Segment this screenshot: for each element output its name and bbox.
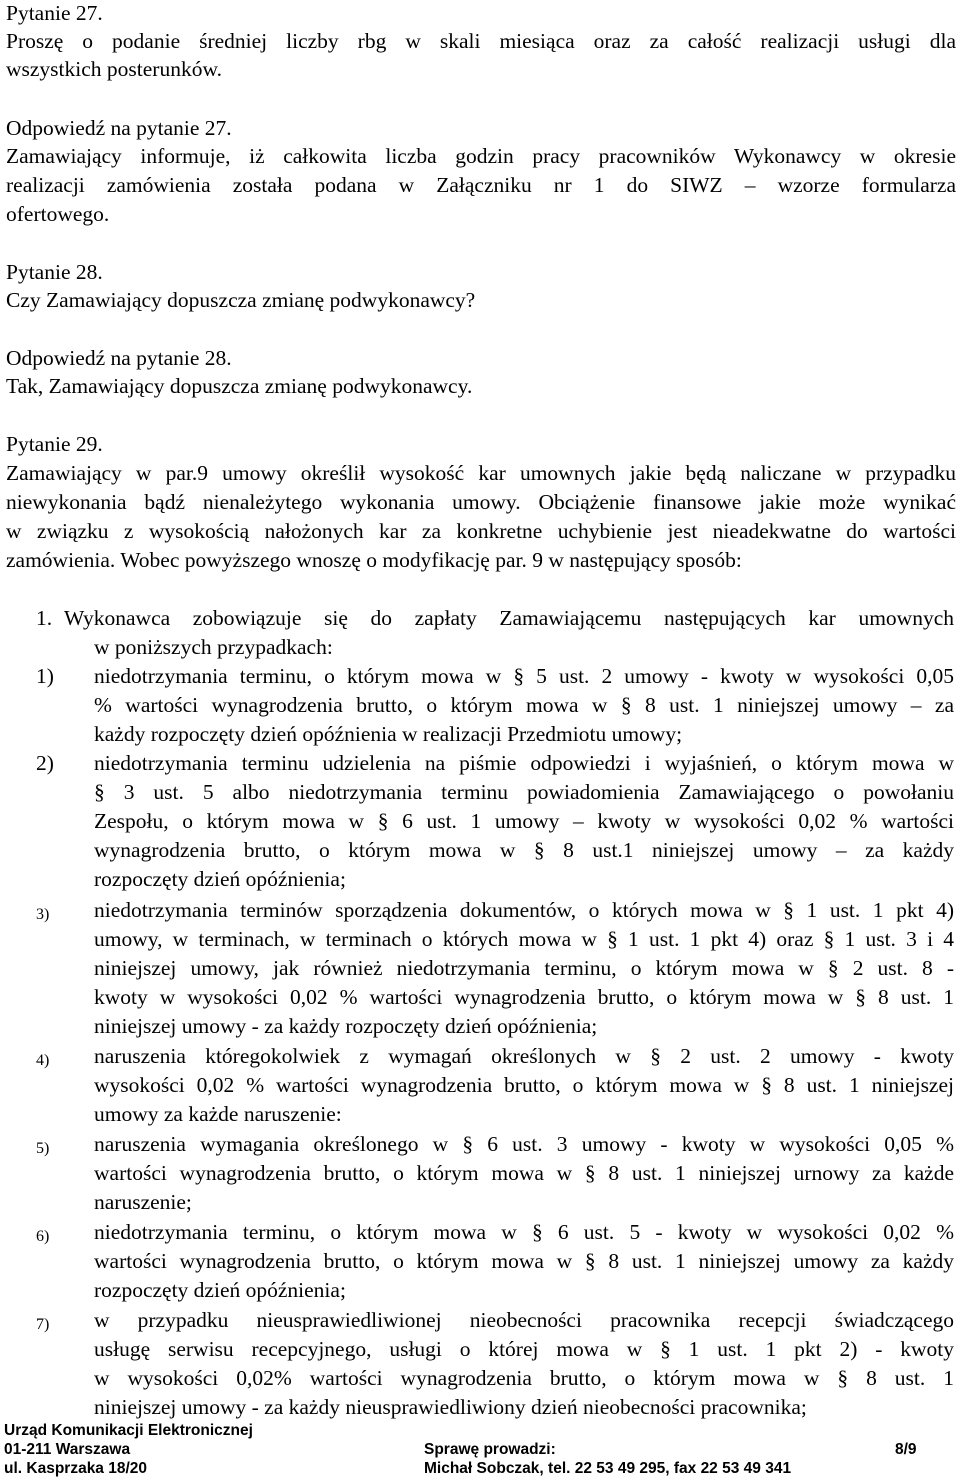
item-line: niniejszej umowy - za każdy nieusprawiedliwiony dzień nieobecności pracownika; [94, 1395, 807, 1419]
answer-27-title: Odpowiedź na pytanie 27. [6, 116, 232, 140]
item-line: Zespołu, o którym mowa w § 6 ust. 1 umowy – kwoty w wysokości 0,02 % wartości [94, 809, 954, 833]
footer-organization: Urząd Komunikacji Elektronicznej [4, 1422, 253, 1439]
item-line: naruszenia któregokolwiek z wymagań określonych w § 2 ust. 2 umowy - kwoty [94, 1044, 954, 1068]
item-line: niedotrzymania terminu udzielenia na piśmie odpowiedzi i wyjaśnień, o którym mowa w [94, 751, 954, 775]
item-line: niedotrzymania terminów sporządzenia dokumentów, o których mowa w § 1 ust. 1 pkt 4) [94, 898, 954, 922]
item-line: umowy, w terminach, w terminach o których mowa w § 1 ust. 1 pkt 4) oraz § 1 ust. 3 i 4 [94, 927, 954, 951]
answer-28-text: Tak, Zamawiający dopuszcza zmianę podwykonawcy. [6, 374, 473, 398]
question-29-text-line: w związku z wysokością nałożonych kar za konkretne uchybienie jest nieadekwatne do wartości [6, 519, 956, 543]
point-1-number: 1. [36, 606, 53, 630]
answer-28-title: Odpowiedź na pytanie 28. [6, 346, 232, 370]
item-line: naruszenia wymagania określonego w § 6 ust. 3 umowy - kwoty w wysokości 0,05 % [94, 1132, 954, 1156]
footer-handler: Michał Sobczak, tel. 22 53 49 295, fax 22 53 49 341 [424, 1460, 792, 1477]
answer-27-line: Zamawiający informuje, iż całkowita liczba godzin pracy pracowników Wykonawcy w okresie [6, 144, 956, 168]
answer-27-line: realizacji zamówienia została podana w Załączniku nr 1 do SIWZ – wzorze formularza [6, 173, 956, 197]
item-line: kwoty w wysokości 0,02 % wartości wynagrodzenia brutto, o którym mowa w § 8 ust. 1 [94, 985, 954, 1009]
footer-street: ul. Kasprzaka 18/20 [4, 1460, 148, 1477]
point-1-line: Wykonawca zobowiązuje się do zapłaty Zamawiającemu następujących kar umownych [64, 606, 954, 630]
item-number: 5) [36, 1140, 50, 1157]
item-line: w wysokości 0,02% wartości wynagrodzenia brutto, o którym mowa w § 8 ust. 1 [94, 1366, 954, 1390]
item-line: wartości wynagrodzenia brutto, o którym mowa w § 8 ust. 1 niniejszej urnowy za każde [94, 1161, 954, 1185]
footer-handler-label: Sprawę prowadzi: [424, 1441, 556, 1458]
item-line: wartości wynagrodzenia brutto, o którym mowa w § 8 ust. 1 niniejszej umowy za każdy [94, 1249, 954, 1273]
item-line: § 3 ust. 5 albo niedotrzymania terminu powiadomienia Zamawiającego o powołaniu [94, 780, 954, 804]
item-line: niedotrzymania terminu, o którym mowa w § 5 ust. 2 umowy - kwoty w wysokości 0,05 [94, 664, 954, 688]
item-line: wynagrodzenia brutto, o którym mowa w § 8 ust.1 niniejszej umowy – za każdy [94, 838, 954, 862]
footer-city: 01-211 Warszawa [4, 1441, 131, 1458]
item-line: % wartości wynagrodzenia brutto, o którym mowa w § 8 ust. 1 niniejszej umowy – za [94, 693, 954, 717]
question-29-title: Pytanie 29. [6, 432, 103, 456]
item-line: niedotrzymania terminu, o którym mowa w § 6 ust. 5 - kwoty w wysokości 0,02 % [94, 1220, 954, 1244]
item-line: umowy za każde naruszenie: [94, 1102, 342, 1126]
question-29-text-line: zamówienia. Wobec powyższego wnoszę o modyfikację par. 9 w następujący sposób: [6, 548, 742, 572]
item-line: wysokości 0,02 % wartości wynagrodzenia brutto, o którym mowa w § 8 ust. 1 niniejszej [94, 1073, 954, 1097]
question-27-text-line: wszystkich posterunków. [6, 57, 222, 81]
question-27-text-line: Proszę o podanie średniej liczby rbg w skali miesiąca oraz za całość realizacji usługi dla [6, 29, 956, 53]
question-27-title: Pytanie 27. [6, 1, 103, 25]
footer-page-number: 8/9 [895, 1441, 917, 1458]
item-line: usługę serwisu recepcyjnego, usługi o której mowa w § 1 ust. 1 pkt 2) - kwoty [94, 1337, 954, 1361]
item-line: naruszenie; [94, 1190, 192, 1214]
item-number: 1) [36, 664, 54, 688]
question-29-text-line: Zamawiający w par.9 umowy określił wysokość kar umownych jakie będą naliczane w przypadku [6, 461, 956, 485]
question-29-text-line: niewykonania bądź nienależytego wykonania umowy. Obciążenie finansowe jakie może wynikać [6, 490, 956, 514]
item-number: 4) [36, 1052, 50, 1069]
item-number: 6) [36, 1228, 50, 1245]
item-line: niniejszej umowy, jak również niedotrzymania terminu, o którym mowa w § 2 ust. 8 - [94, 956, 954, 980]
point-1-line: w poniższych przypadkach: [94, 635, 333, 659]
item-number: 7) [36, 1316, 50, 1333]
question-28-title: Pytanie 28. [6, 260, 103, 284]
item-line: rozpoczęty dzień opóźnienia; [94, 867, 346, 891]
answer-27-line: ofertowego. [6, 202, 110, 226]
item-line: w przypadku nieusprawiedliwionej nieobecności pracownika recepcji świadczącego [94, 1308, 954, 1332]
item-line: niniejszej umowy - za każdy rozpoczęty dzień opóźnienia; [94, 1014, 598, 1038]
question-28-text: Czy Zamawiający dopuszcza zmianę podwykonawcy? [6, 288, 476, 312]
item-line: rozpoczęty dzień opóźnienia; [94, 1278, 346, 1302]
item-number: 2) [36, 751, 54, 775]
item-number: 3) [36, 906, 50, 923]
item-line: każdy rozpoczęty dzień opóźnienia w realizacji Przedmiotu umowy; [94, 722, 683, 746]
